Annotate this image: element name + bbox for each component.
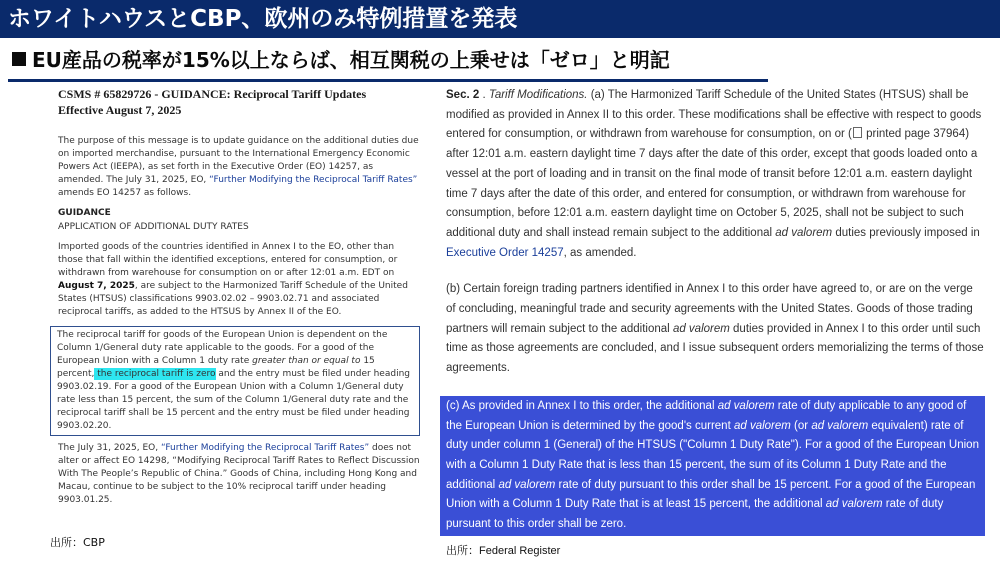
source-cbp: 出所：CBP [50, 536, 105, 549]
imported-goods-paragraph [58, 241, 420, 319]
ad-valorem-3: ad valorem [717, 399, 775, 412]
section-2c-text: (c) As provided in Annex I to this order, the additional [446, 399, 718, 412]
eu-tariff-text: The reciprocal tariff for goods of the European Union is dependent on the Column 1/General duty rate applicable to the goods. For a good of the European Union with a Column 1 duty rate [57, 330, 388, 366]
source-federal-register: 出所：Federal Register [446, 544, 561, 557]
china-text-end: does not alter or affect EO 14298, “Modifying Reciprocal Tariff Rates to Reflect Discussion With The People’s Republic of China.” Goods of China, including Hong Kong and Macau, continue to be subject to the 10% reciprocal tariff under heading 9903.01.25. [58, 443, 420, 505]
china-paragraph [58, 442, 420, 507]
page-icon [853, 127, 862, 138]
duty-rates-subheading: APPLICATION OF ADDITIONAL DUTY RATES [58, 222, 249, 232]
banner-title: ホワイトハウスとCBP、欧州のみ特例措置を発表 [8, 6, 518, 32]
section-2a-text: (a) The Harmonized Tariff Schedule of the United States (HTSUS) shall be modified as provided in Annex II to this order. These modifications shall be effective with respect to goods entered for consumption, or withdrawn from warehouse for consumption, on or ( [446, 89, 982, 141]
section-2a-text-2: ) after 12:01 a.m. eastern daylight time 7 days after the date of this order, except that goods loaded onto a vessel at the port of loading and in transit on the final mode of transit before 12:01 a.m. eastern daylight time 7 days after the date of this order, and entered for consumption, or withdrawn from warehouse for consumption, before 12:01 a.m. eastern daylight time on October 5, 2025, shall not be subject to such additional duty and shall instead remain subject to the additional [446, 128, 978, 239]
eu-tariff-italic: greater than or equal to [252, 356, 361, 366]
section-2a-paragraph: Sec. 2 . Tariff Modifications. (a) The Harmonized Tariff Schedule of the United States (HTSUS) shall be modified as provided in Annex II to this order. These modifications shall be effective with respect to goods entered for consumption, or withdrawn from warehouse for consumption, on or ( printed page 37964) after 12:01 a.m. eastern daylight time 7 days after the date of this order, except that goods loaded onto a vessel at the port of loading and in transit on the final mode of transit before 12:01 a.m. eastern daylight time 7 days after the date of this order, and entered for consumption, or withdrawn from warehouse for consumption, before 12:01 a.m. eastern daylight time on October 5, 2025, shall not be subject to such additional duty and shall instead remain subject to the additional ad valorem duties previously imposed in Executive Order 14257, as amended. [446, 89, 982, 259]
title-banner [0, 0, 1000, 38]
eu-tariff-text-2: 15 percent, [57, 356, 375, 379]
effective-date: August 7, 2025 [58, 281, 135, 291]
ad-valorem-6: ad valorem [498, 478, 556, 491]
subtitle [8, 44, 992, 80]
purpose-text: The purpose of this message is to update guidance on the additional duties due on imported merchandise, pursuant to the International Emergency Economic Powers Act (IEEPA), as set forth in the Executive Order (EO) 14257, as amended. The July 31, 2025, EO, [58, 136, 419, 185]
ad-valorem-2: ad valorem [672, 322, 730, 335]
ad-valorem-7: ad valorem [825, 498, 883, 511]
eo-14257-link[interactable]: Executive Order 14257 [446, 246, 564, 259]
ad-valorem-1: ad valorem [775, 226, 833, 239]
eu-tariff-paragraph [57, 329, 413, 433]
eo-link-2[interactable]: “Further Modifying the Reciprocal Tariff Rates” [160, 443, 370, 453]
subtitle-text: EU産品の税率が15%以上ならば、相互関税の上乗せは「ゼロ」と明記 [32, 48, 670, 72]
imported-goods-text-end: , are subject to the Harmonized Tariff Schedule of the United States (HTSUS) classifications 9903.02.02 – 9903.02.71 and associated reciprocal tariffs, as added to the HTSUS by Annex II of the EO. [58, 281, 408, 317]
ad-valorem-5: ad valorem [811, 419, 869, 432]
purpose-paragraph [58, 135, 420, 200]
purpose-text-end: amends EO 14257 as follows. [58, 188, 192, 198]
section-2c-text-5: rate of duty pursuant to this order shall be 15 percent. For a good of the European Union with a Column 1 Duty Rate that is at least 15 percent, the additional [446, 478, 976, 511]
csms-title-line2: Effective August 7, 2025 [58, 103, 182, 117]
square-bullet-icon [12, 52, 26, 66]
section-2b-paragraph [446, 280, 985, 379]
guidance-heading: GUIDANCE [58, 208, 111, 218]
cbp-document [50, 86, 420, 549]
ad-valorem-4: ad valorem [733, 419, 791, 432]
section-2a-text-3: duties previously imposed in [832, 226, 980, 239]
section-2b-text-2: duties provided in Annex I to this order until such time as those agreements are concluded, and I issue subsequent orders memorializing the terms of those agreements. [446, 322, 984, 375]
imported-goods-text: Imported goods of the countries identified in Annex I to the EO, other than those that fall within the identified exceptions, entered for consumption, or withdrawn from warehouse for consumption on or after 12:01 a.m. EDT on [58, 242, 398, 278]
eu-tariff-box [50, 326, 420, 436]
section-2c-text-2: rate of duty applicable to any good of the European Union is determined by the good's current [446, 399, 967, 432]
eu-tariff-text-3: and the entry must be filed under heading 9903.02.19. For a good of the European Union with a Column 1/General duty rate less than 15 percent, the sum of the Column 1/General duty rate and the reciprocal tariff shall be 15 percent and the entry must be filed under heading 9903.02.20. [57, 369, 410, 431]
federal-register-document [440, 86, 985, 566]
section-2c-text-3: (or [790, 419, 812, 432]
csms-title-line1: CSMS # 65829726 - GUIDANCE: Reciprocal Tariff Updates [58, 87, 367, 101]
china-text: The July 31, 2025, EO, [58, 443, 161, 453]
eo-link[interactable]: “Further Modifying the Reciprocal Tariff Rates” [209, 175, 418, 185]
printed-page: printed page 37964 [862, 128, 966, 141]
section-2c-text-4: equivalent) rate of duty under column 1 (General) of the HTSUS ("Column 1 Duty Rate"). For a good of the European Union with a Column 1 Duty Rate that is less than 15 percent, the sum of its Column 1 Duty Rate and the additional [446, 419, 979, 491]
section-2c-text-6: rate of duty pursuant to this order shall be zero. [446, 498, 944, 531]
highlighted-section-2c [440, 396, 985, 536]
csms-title [58, 86, 420, 118]
subtitle-underline [8, 79, 768, 82]
section-2a-text-4: , as amended. [563, 246, 637, 259]
section-2b-text: (b) Certain foreign trading partners identified in Annex I to this order have agreed to, or are on the verge of concluding, meaningful trade and security agreements with the United States. Goods of those trading partners will remain subject to the additional [446, 283, 973, 335]
section-label: Sec. 2 [446, 89, 480, 101]
zero-tariff-highlight: the reciprocal tariff is zero [94, 369, 216, 379]
section-2c-paragraph [446, 397, 979, 535]
section-title: Tariff Modifications. [488, 89, 588, 101]
